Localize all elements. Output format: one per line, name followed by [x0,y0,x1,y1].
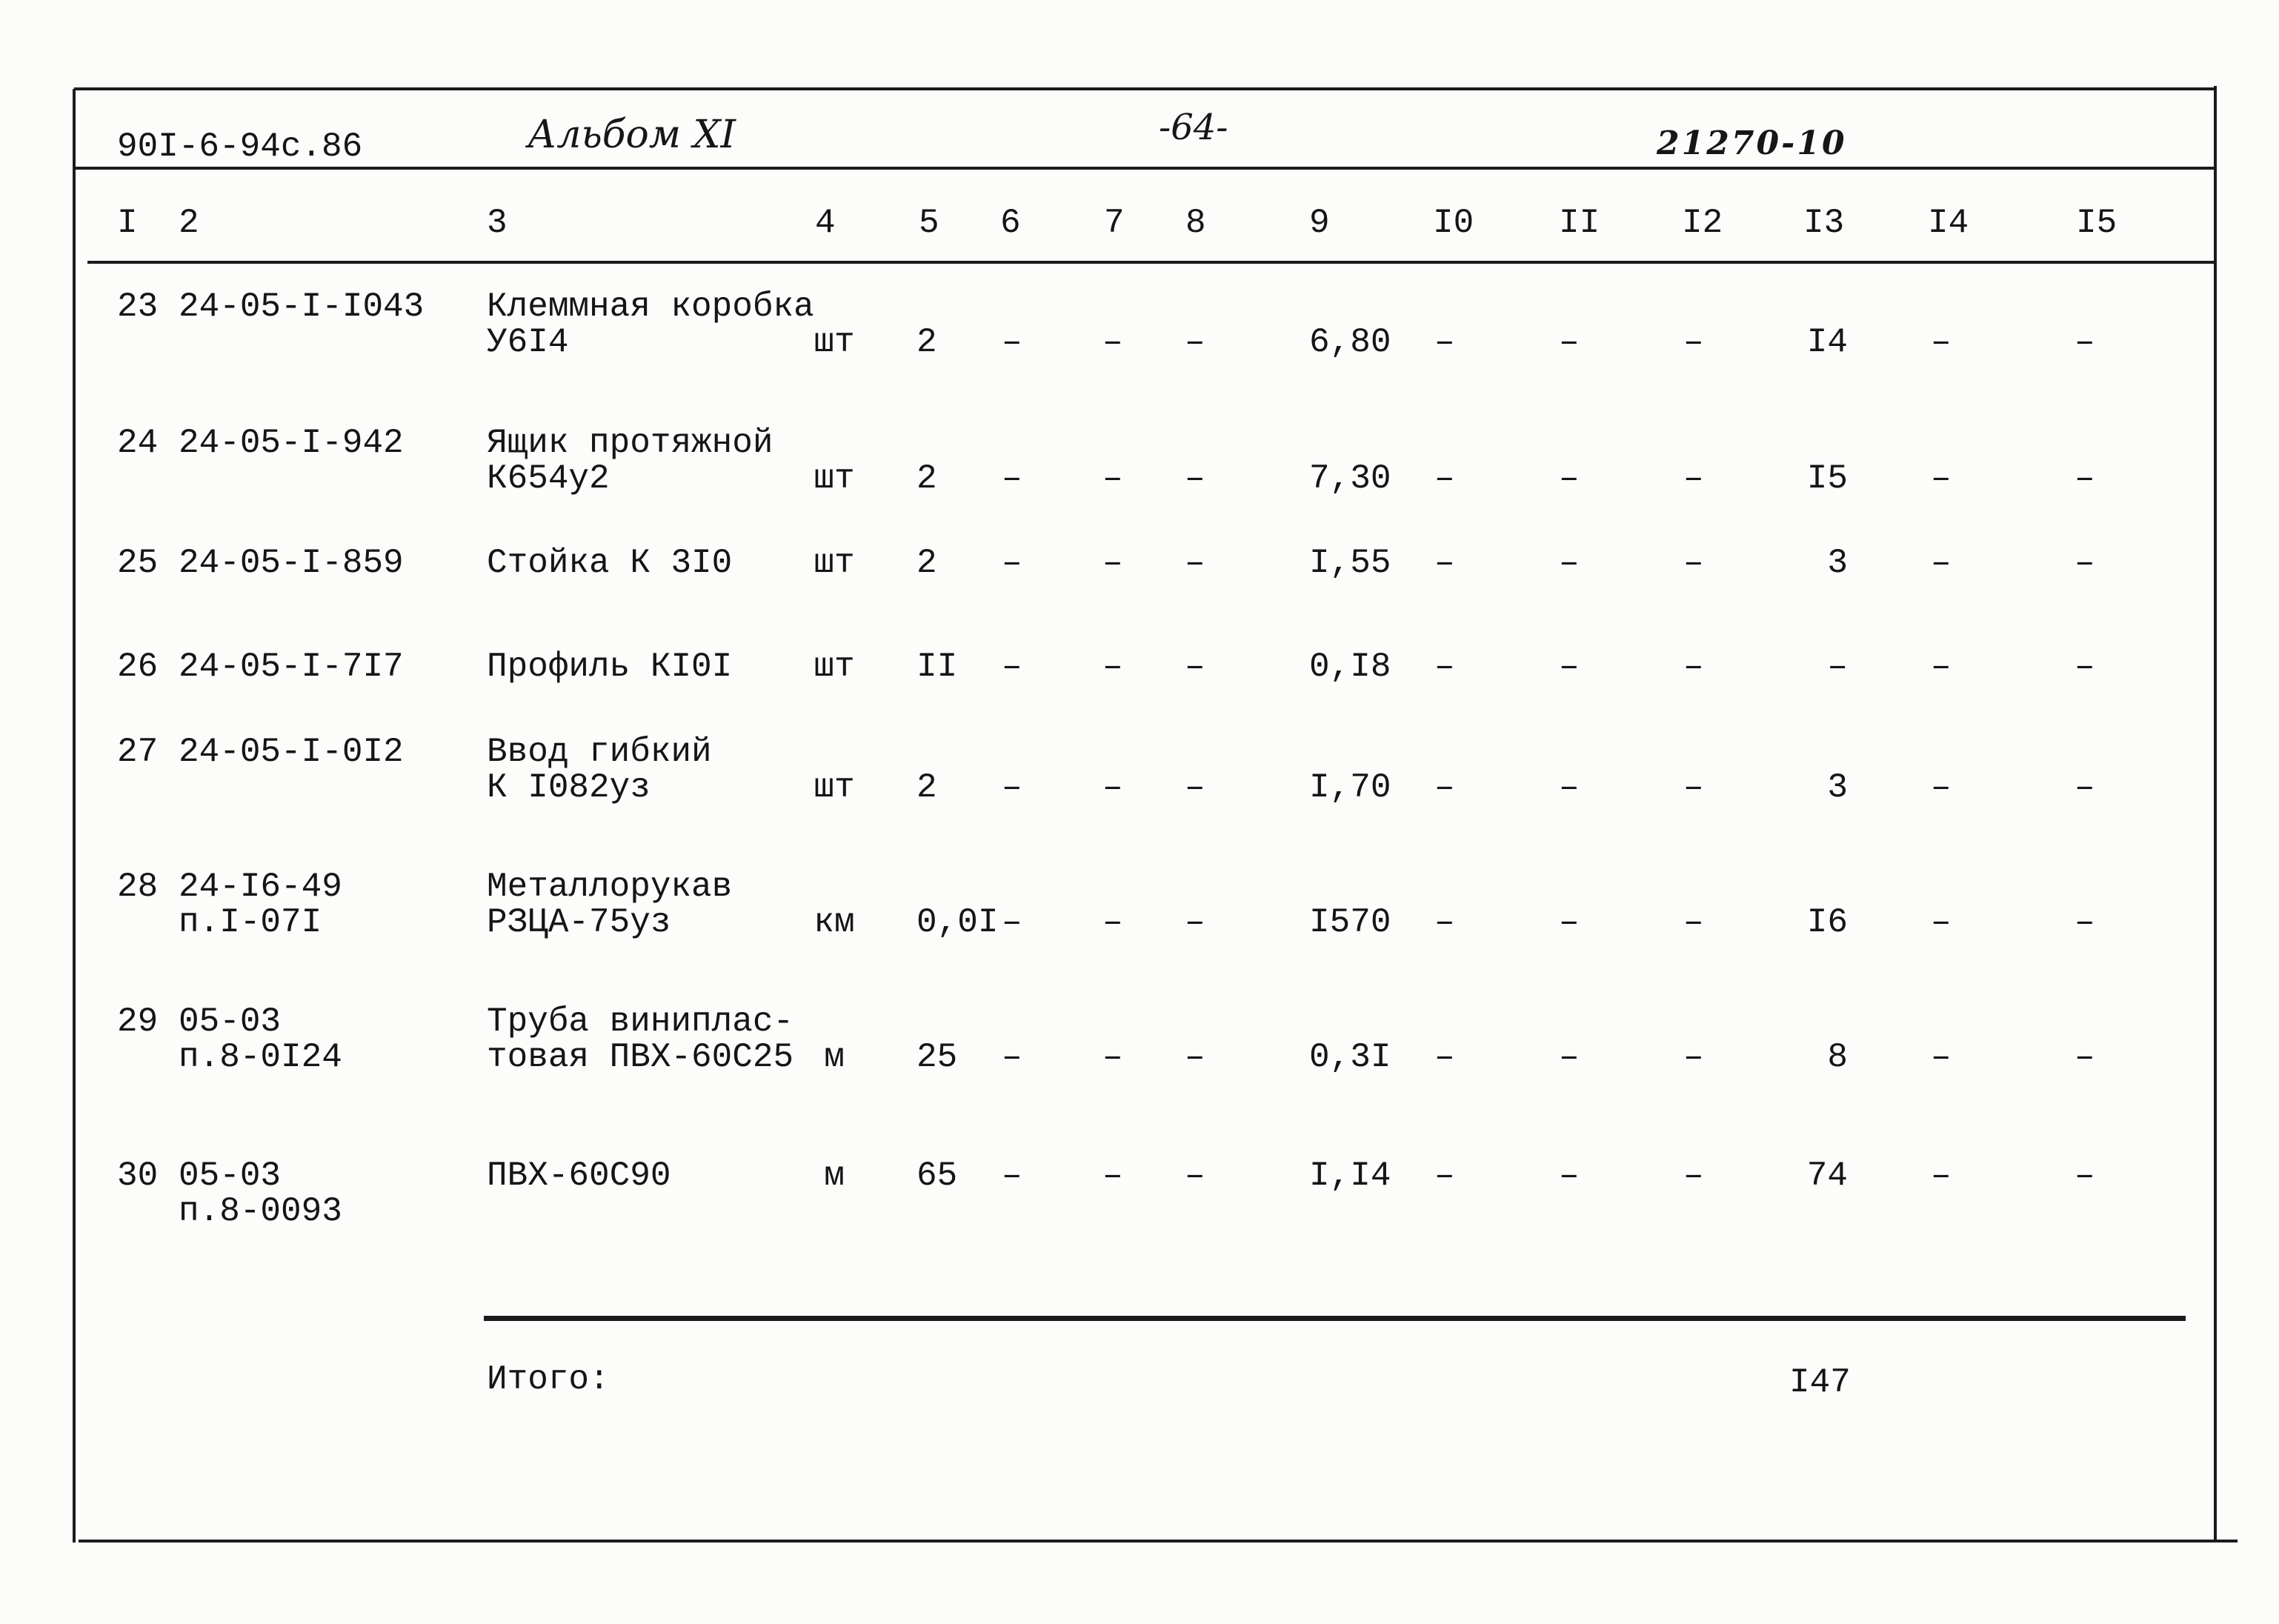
value-cell-col-9: I,55 [1309,544,1391,582]
column-number: I5 [2076,204,2117,242]
value-cell-col-8: – [1185,1038,1205,1076]
value-cell-col-14: – [1931,323,1952,362]
top-border [74,87,2217,90]
row-number: 30 [117,1157,159,1195]
value-cell-col-12: – [1683,903,1704,942]
item-code: 24-05-I-I043 [179,287,425,326]
row-number: 28 [117,868,159,906]
column-number: I3 [1803,204,1845,242]
value-cell-col-14: – [1931,544,1952,582]
value-cell-col-5: 65 [916,1157,958,1195]
document-code: 90I-6-94с.86 [117,127,363,166]
value-cell-col-10: – [1434,459,1455,498]
value-cell-col-6: – [1002,544,1022,582]
column-number: 7 [1104,204,1125,242]
column-number: 6 [1000,204,1021,242]
value-cell-col-12: – [1683,544,1704,582]
value-cell-col-14: – [1931,768,1952,807]
value-cell-col-5: 2 [916,544,937,582]
item-code: 05-03 [179,1002,282,1041]
item-name: Металлорукав [487,868,733,906]
unit-cell: шт [814,544,855,582]
bottom-border [79,1540,2238,1543]
value-cell-col-7: – [1102,323,1123,362]
row-number: 29 [117,1002,159,1041]
table-row [0,545,2279,619]
unit-cell: м [824,1157,845,1195]
value-cell-col-5: 2 [916,459,937,498]
item-code: 24-I6-49 [179,868,342,906]
value-cell-col-8: – [1185,459,1205,498]
value-cell-col-7: – [1102,1038,1123,1076]
value-cell-col-10: – [1434,768,1455,807]
value-cell-col-7: – [1102,768,1123,807]
value-cell-col-5: 25 [916,1038,958,1076]
value-cell-col-9: 6,80 [1309,323,1391,362]
column-header-separator [87,261,2215,264]
unit-cell: шт [814,768,855,807]
table-row [0,1004,2279,1078]
value-cell-col-13: I4 [1806,323,1848,362]
column-number: 2 [179,204,199,242]
column-number: II [1559,204,1600,242]
archive-number: 21270-10 [1657,124,1847,162]
value-cell-col-5: II [916,648,958,686]
value-cell-col-14: – [1931,1157,1952,1195]
item-name: РЗЦА-75уз [487,903,671,942]
value-cell-col-7: – [1102,544,1123,582]
unit-cell: шт [814,323,855,362]
value-cell-col-11: – [1559,903,1580,942]
value-cell-col-11: – [1559,323,1580,362]
item-name: Труба виниплас- [487,1002,794,1041]
table-row [0,734,2279,808]
value-cell-col-13: I6 [1806,903,1848,942]
column-number: 9 [1309,204,1330,242]
value-cell-col-12: – [1683,648,1704,686]
item-name: Стойка К 3I0 [487,544,733,582]
album-title: Альбом XI [528,113,736,157]
item-name: К654у2 [487,459,610,498]
value-cell-col-8: – [1185,903,1205,942]
value-cell-col-6: – [1002,768,1022,807]
value-cell-col-5: 2 [916,768,937,807]
value-cell-col-11: – [1559,768,1580,807]
value-cell-col-13: 8 [1827,1038,1848,1076]
value-cell-col-7: – [1102,459,1123,498]
value-cell-col-9: I570 [1309,903,1391,942]
table-row [0,425,2279,499]
value-cell-col-9: 7,30 [1309,459,1391,498]
item-code: 24-05-I-942 [179,424,404,462]
item-code: п.8-0093 [179,1192,342,1231]
total-value: I47 [1789,1363,1851,1402]
item-name: К I082уз [487,768,651,807]
value-cell-col-14: – [1931,1038,1952,1076]
value-cell-col-6: – [1002,648,1022,686]
page-number: -64- [1159,107,1228,148]
header-separator [74,167,2215,170]
value-cell-col-12: – [1683,768,1704,807]
item-name: Профиль КI0I [487,648,733,686]
value-cell-col-6: – [1002,323,1022,362]
value-cell-col-6: – [1002,1157,1022,1195]
value-cell-col-12: – [1683,459,1704,498]
item-code: 05-03 [179,1157,282,1195]
item-name: товая ПВХ-60С25 [487,1038,794,1076]
value-cell-col-8: – [1185,544,1205,582]
value-cell-col-11: – [1559,1038,1580,1076]
item-name: Ввод гибкий [487,733,712,771]
column-number: 4 [815,204,836,242]
value-cell-col-15: – [2075,323,2095,362]
total-label: Итого: [487,1360,610,1399]
total-separator [484,1316,2186,1321]
item-name: У6I4 [487,323,569,362]
value-cell-col-11: – [1559,648,1580,686]
value-cell-col-8: – [1185,323,1205,362]
column-number: 8 [1185,204,1206,242]
item-name: ПВХ-60С90 [487,1157,671,1195]
value-cell-col-5: 0,0I [916,903,999,942]
value-cell-col-12: – [1683,323,1704,362]
value-cell-col-10: – [1434,544,1455,582]
value-cell-col-14: – [1931,903,1952,942]
item-name: Клеммная коробка [487,287,814,326]
item-code: 24-05-I-0I2 [179,733,404,771]
value-cell-col-10: – [1434,323,1455,362]
value-cell-col-13: 3 [1827,768,1848,807]
column-number: I2 [1682,204,1723,242]
value-cell-col-13: 3 [1827,544,1848,582]
value-cell-col-7: – [1102,1157,1123,1195]
column-number: I4 [1928,204,1969,242]
value-cell-col-9: I,70 [1309,768,1391,807]
table-row [0,289,2279,363]
value-cell-col-7: – [1102,648,1123,686]
value-cell-col-14: – [1931,648,1952,686]
value-cell-col-8: – [1185,768,1205,807]
value-cell-col-14: – [1931,459,1952,498]
row-number: 27 [117,733,159,771]
value-cell-col-8: – [1185,1157,1205,1195]
value-cell-col-6: – [1002,459,1022,498]
value-cell-col-8: – [1185,648,1205,686]
table-row [0,1158,2279,1232]
value-cell-col-9: 0,3I [1309,1038,1391,1076]
item-name: Ящик протяжной [487,424,773,462]
row-number: 23 [117,287,159,326]
value-cell-col-10: – [1434,903,1455,942]
item-code: 24-05-I-859 [179,544,404,582]
column-number: 5 [919,204,939,242]
value-cell-col-15: – [2075,1157,2095,1195]
value-cell-col-11: – [1559,459,1580,498]
column-number: 3 [487,204,508,242]
value-cell-col-6: – [1002,1038,1022,1076]
column-number: I0 [1433,204,1474,242]
value-cell-col-6: – [1002,903,1022,942]
value-cell-col-15: – [2075,903,2095,942]
value-cell-col-15: – [2075,1038,2095,1076]
value-cell-col-10: – [1434,648,1455,686]
value-cell-col-7: – [1102,903,1123,942]
row-number: 25 [117,544,159,582]
unit-cell: км [814,903,855,942]
unit-cell: шт [814,648,855,686]
value-cell-col-15: – [2075,459,2095,498]
value-cell-col-15: – [2075,648,2095,686]
table-row [0,869,2279,943]
value-cell-col-13: 74 [1806,1157,1848,1195]
value-cell-col-15: – [2075,544,2095,582]
value-cell-col-9: 0,I8 [1309,648,1391,686]
value-cell-col-11: – [1559,1157,1580,1195]
value-cell-col-10: – [1434,1038,1455,1076]
value-cell-col-13: – [1827,648,1848,686]
value-cell-col-15: – [2075,768,2095,807]
value-cell-col-13: I5 [1806,459,1848,498]
item-code: п.I-07I [179,903,322,942]
item-code: п.8-0I24 [179,1038,342,1076]
value-cell-col-5: 2 [916,323,937,362]
table-row [0,649,2279,723]
value-cell-col-12: – [1683,1038,1704,1076]
unit-cell: м [824,1038,845,1076]
row-number: 26 [117,648,159,686]
value-cell-col-9: I,I4 [1309,1157,1391,1195]
value-cell-col-10: – [1434,1157,1455,1195]
value-cell-col-12: – [1683,1157,1704,1195]
column-number: I [117,204,138,242]
item-code: 24-05-I-7I7 [179,648,404,686]
row-number: 24 [117,424,159,462]
value-cell-col-11: – [1559,544,1580,582]
unit-cell: шт [814,459,855,498]
